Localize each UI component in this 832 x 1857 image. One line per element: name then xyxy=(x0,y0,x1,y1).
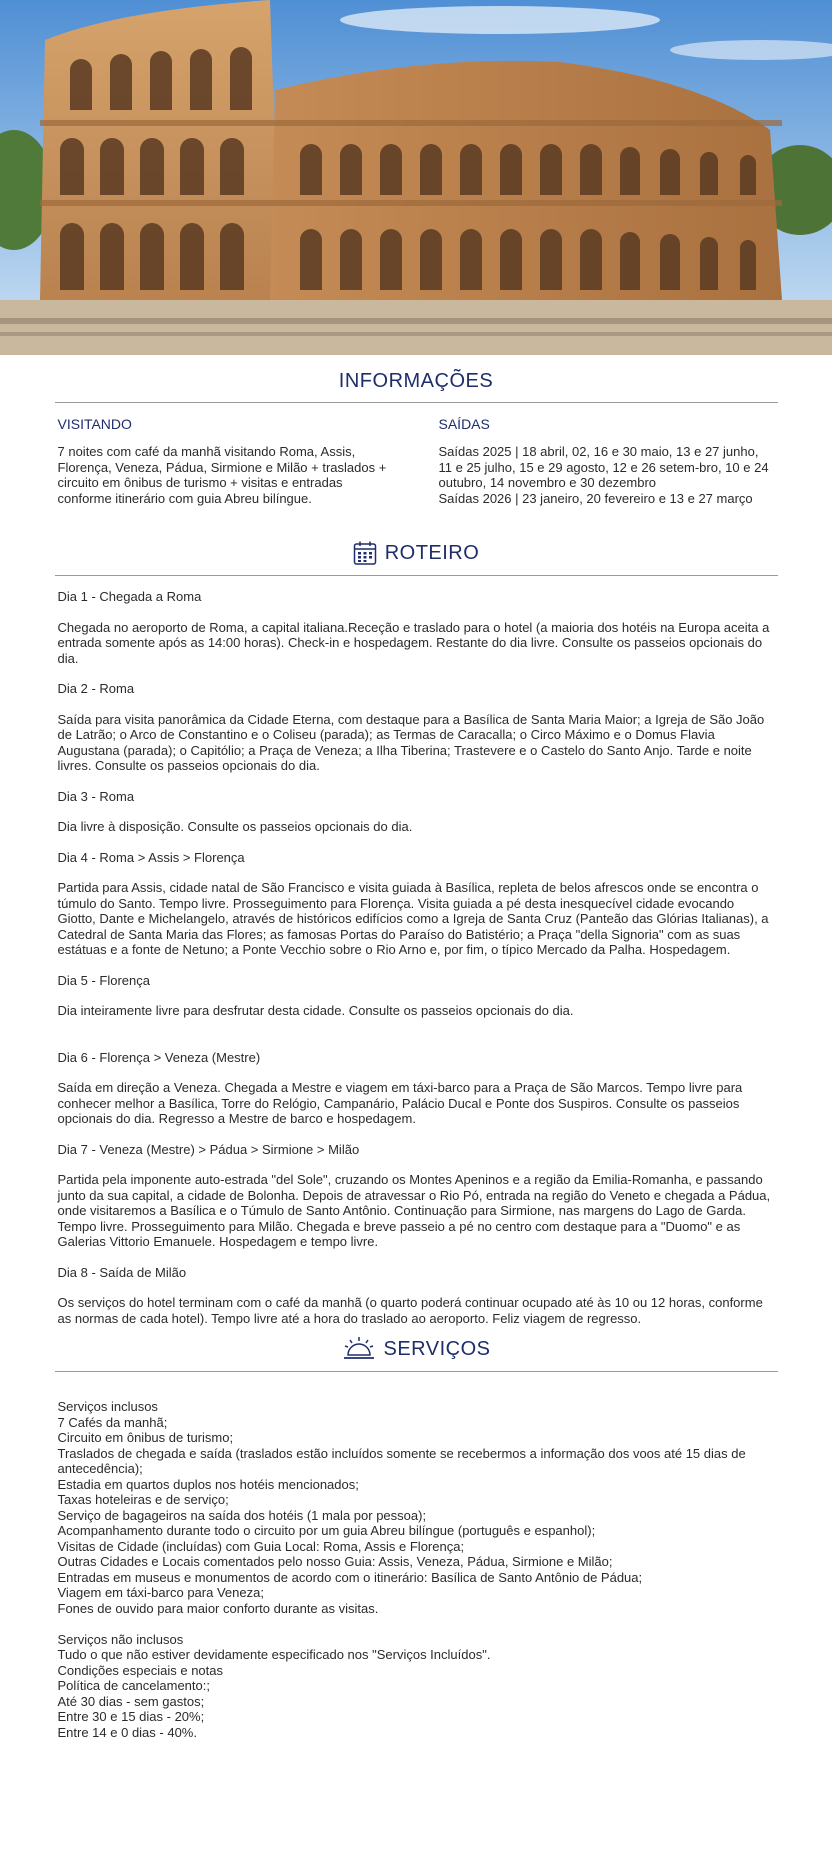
included-item: Serviço de bagageiros na saída dos hotéis (1 mala por pessoa); xyxy=(57,1507,427,1523)
not-included-item: Entre 14 e 0 dias - 40%. xyxy=(57,1724,197,1740)
itinerary xyxy=(55,589,778,1326)
departures-title: SAÍDAS xyxy=(438,416,490,432)
day-title: Dia 8 - Saída de Milão xyxy=(57,1264,187,1280)
included-item: Viagem em táxi-barco para Veneza; xyxy=(57,1585,264,1600)
included-item: Visitas de Cidade (incluídas) com Guia Local: Roma, Assis e Florença; xyxy=(57,1538,465,1554)
day-title: Dia 5 - Florença xyxy=(57,972,150,988)
included-item: Entradas em museus e monumentos de acordo com o itinerário: Basílica de Santo Antônio de Pádua; xyxy=(57,1569,643,1585)
departures-column xyxy=(439,416,775,506)
day-item xyxy=(58,1265,775,1327)
day-title: Dia 6 - Florença > Veneza (Mestre) xyxy=(57,1049,261,1065)
day-item xyxy=(58,973,775,1019)
servicos-section-title: SERVIÇOS xyxy=(383,1337,491,1360)
hero-image-colosseum xyxy=(0,0,832,355)
day-title: Dia 3 - Roma xyxy=(57,788,135,804)
info-section-header xyxy=(55,370,778,403)
servicos-section-header xyxy=(55,1336,778,1372)
included-item: Circuito em ônibus de turismo; xyxy=(57,1430,234,1445)
day-item xyxy=(58,1050,775,1127)
not-included-item: Até 30 dias - sem gastos; xyxy=(57,1693,205,1709)
roteiro-section-title: ROTEIRO xyxy=(384,541,480,564)
day-item xyxy=(58,789,775,835)
visiting-title: VISITANDO xyxy=(57,416,132,432)
day-title: Dia 2 - Roma xyxy=(57,681,135,696)
info-columns xyxy=(55,416,778,506)
day-text: Partida para Assis, cidade natal de São Francisco e visita guiada à Basílica, repleta de belos afrescos onde se encontra o túmulo do Santo. Tempo livre. Prosseguimento para Florença. Visita guiada a pé desta inesquecível cidade evocando Giotto, Dante e Michelangelo, através de históricos edifícios como a Igreja de Santa Cruz (Panteão das Glórias Italianas), a Catedral de Santa Maria das Flores; as famosas Portas do Paraíso do Batistério; a Praça "della Signoria" com as suas estátuas e a fonte de Netuno; a Ponte Vecchio sobre o Rio Arno e, por fim, o típico Mercado da Palha. Hospedagem. xyxy=(57,880,769,957)
roteiro-section-header xyxy=(55,540,778,576)
day-text: Dia inteiramente livre para desfrutar desta cidade. Consulte os passeios opcionais do dia. xyxy=(57,1003,574,1018)
day-item xyxy=(58,850,775,958)
day-text: Chegada no aeroporto de Roma, a capital italiana.Receção e traslado para o hotel (a maioria dos hotéis na Europa aceita a entrada somente após as 14:00 horas). Check-in e hospedagem. Restante do dia livre. Consulte os passeios opcionais do dia. xyxy=(57,619,770,666)
day-title: Dia 7 - Veneza (Mestre) > Pádua > Sirmione > Milão xyxy=(57,1141,360,1157)
departures-2026: Saídas 2026 | 23 janeiro, 20 fevereiro e 13 e 27 março xyxy=(438,490,753,506)
day-text: Os serviços do hotel terminam com o café da manhã (o quarto poderá continuar ocupado até às 10 ou 12 horas, conforme as normas de cada hotel). Tempo livre até a hora do traslado ao aeroporto. Feliz viagem de regresso. xyxy=(57,1295,763,1326)
day-text: Saída em direção a Veneza. Chegada a Mestre e viagem em táxi-barco para a Praça de São Marcos. Tempo livre para conhecer melhor a Basílica, Torre do Relógio, Campanário, Palácio Ducal e Ponte dos Suspiros. Consulte os passeios opcionais do dia. Regresso a Mestre de barco e hospedagem. xyxy=(57,1080,743,1126)
not-included-item: Condições especiais e notas xyxy=(57,1662,223,1678)
calendar-icon xyxy=(353,540,377,566)
info-section-title: INFORMAÇÕES xyxy=(338,370,494,392)
day-item xyxy=(58,681,775,774)
included-item: 7 Cafés da manhã; xyxy=(57,1414,168,1430)
day-title: Dia 4 - Roma > Assis > Florença xyxy=(57,849,245,865)
day-text: Saída para visita panorâmica da Cidade Eterna, com destaque para a Basílica de Santa Maria Maior; a Igreja de São João de Latrão; o Arco de Constantino e o Coliseu (parada); as Termas de Caracalla; o Circo Máximo e o Domus Flavia Augustana (parada); o Capitólio; a Praça de Veneza; a Ilha Tiberina; Trastevere e o Castelo do Santo Anjo. Tarde e noite livres. Consulte os passeios opcionais do dia. xyxy=(57,711,765,773)
included-item: Acompanhamento durante todo o circuito por um guia Abreu bilíngue (português e espanhol); xyxy=(57,1523,596,1538)
included-item: Traslados de chegada e saída (traslados estão incluídos somente se recebermos a informação dos voos até 15 dias de antecedência); xyxy=(57,1445,746,1476)
day-item xyxy=(58,1142,775,1250)
service-bell-icon xyxy=(342,1336,376,1362)
day-text: Partida pela imponente auto-estrada "del Sole", cruzando os Montes Apeninos e a região da Emilia-Romanha, e passando junto da sua capital, a cidade de Bolonha. Depois de atravessar o Rio Pó, entrada na região do Veneto e chegada a Pádua, onde visitaremos a Basílica e o Túmulo de Santo Antônio. Continuação para Sirmione, nas margens do Lago de Garda. Tempo livre. Prosseguimento para Milão. Chegada e breve passeio a pé no centro com destaque para a "Duomo" e as Galerias Vittorio Emanuele. Hospedagem e tempo livre. xyxy=(57,1172,771,1249)
included-item: Outras Cidades e Locais comentados pelo nosso Guia: Assis, Veneza, Pádua, Sirmione e Milão; xyxy=(57,1554,613,1569)
included-item: Taxas hoteleiras e de serviço; xyxy=(57,1492,229,1507)
colosseum-illustration xyxy=(0,0,832,355)
departures-2025: Saídas 2025 | 18 abril, 02, 16 e 30 maio, 13 e 27 junho, 11 e 25 julho, 15 e 29 agosto, 12 e 26 setem-bro, 10 e 24 outubro, 14 novembro e 30 dezembro xyxy=(438,444,769,490)
not-included-title: Serviços não inclusos xyxy=(57,1631,184,1647)
included-title: Serviços inclusos xyxy=(57,1399,158,1414)
day-text: Dia livre à disposição. Consulte os passeios opcionais do dia. xyxy=(57,819,413,834)
not-included-item: Política de cancelamento:; xyxy=(57,1678,210,1693)
not-included-item: Entre 30 e 15 dias - 20%; xyxy=(57,1709,205,1724)
day-item xyxy=(58,589,775,666)
included-item: Fones de ouvido para maior conforto durante as visitas. xyxy=(57,1600,379,1616)
visiting-column xyxy=(58,416,394,506)
not-included-item: Tudo o que não estiver devidamente especificado nos "Serviços Incluídos". xyxy=(57,1647,491,1662)
visiting-text: 7 noites com café da manhã visitando Roma, Assis, Florença, Veneza, Pádua, Sirmione e Milão + traslados + circuito em ônibus de turismo + visitas e entradas conforme itinerário com guia Abreu bilíngue. xyxy=(57,444,387,506)
included-item: Estadia em quartos duplos nos hotéis mencionados; xyxy=(57,1476,359,1492)
services-list xyxy=(55,1399,778,1740)
day-title: Dia 1 - Chegada a Roma xyxy=(57,589,202,604)
